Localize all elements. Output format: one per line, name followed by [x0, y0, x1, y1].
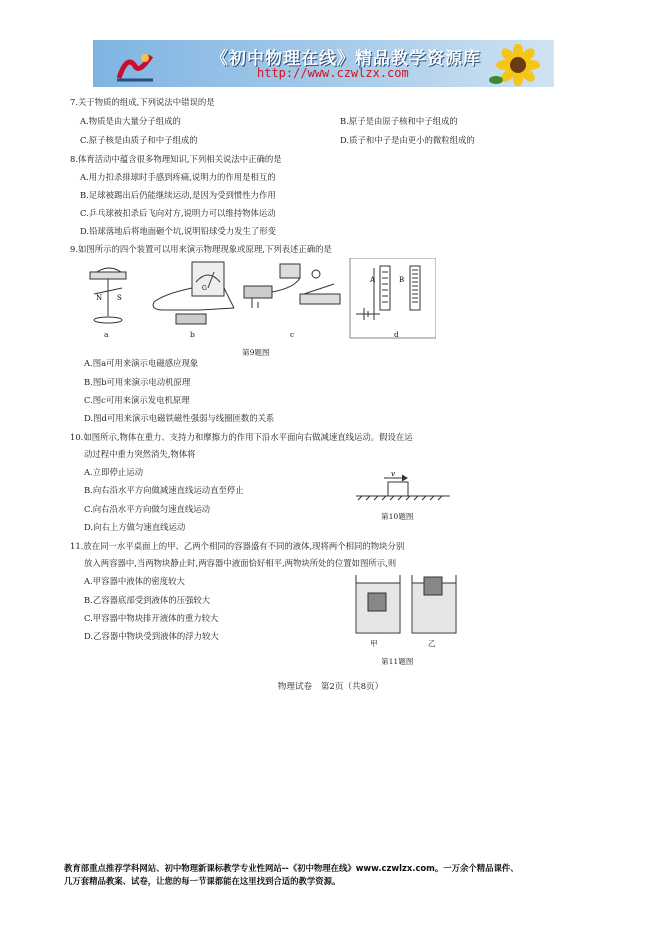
- header-banner: [93, 40, 554, 87]
- q10-option-a: A.立即停止运动: [84, 467, 143, 477]
- q7-stem: 7.关于物质的组成,下列说法中错误的是: [70, 97, 215, 107]
- q9-fig-d-a: A: [370, 276, 376, 284]
- q8-stem: 8.体育活动中蕴含很多物理知识,下列相关说法中正确的是: [70, 154, 282, 164]
- q9-fig-d-b: B: [399, 276, 405, 284]
- q9-option-b: B.图b可用来演示电动机原理: [84, 377, 191, 387]
- q7-option-a: A.物质是由大量分子组成的: [80, 116, 181, 126]
- q9-fig-label-d: d: [394, 330, 399, 339]
- q9-fig-a-n: N: [96, 294, 103, 302]
- q11-option-c: C.甲容器中物块排开液体的重力较大: [84, 613, 219, 623]
- q8-option-c: C.乒乓球被扣杀后飞向对方,说明力可以维持物体运动: [80, 208, 276, 218]
- q10-option-d: D.向右上方做匀速直线运动: [84, 522, 186, 532]
- q9-fig-label-b: b: [190, 330, 195, 339]
- q11-figure: [352, 573, 462, 635]
- q10-caption: 第10题图: [381, 512, 414, 521]
- q10-figure: [354, 468, 454, 508]
- q10-stem-line2: 动过程中重力突然消失,物体将: [84, 449, 196, 459]
- q10-stem-line1: 10.如图所示,物体在重力、支持力和摩擦力的作用下沿水平面向右做减速直线运动。假设在运: [70, 432, 413, 442]
- q9-fig-b: [153, 262, 234, 324]
- bottom-note-line2: 几万套精品教案、试卷，让您的每一节课都能在这里找到合适的教学资源。: [64, 876, 341, 887]
- bottom-note: [64, 862, 624, 888]
- q11-option-d: D.乙容器中物块受到液体的浮力较大: [84, 631, 219, 641]
- q9-fig-label-a: a: [104, 330, 109, 339]
- q9-fig-b-g: G: [202, 285, 207, 292]
- q9-fig-c: [244, 264, 340, 308]
- site-logo-icon: [115, 48, 155, 82]
- q9-stem: 9.如图所示的四个装置可以用来演示物理现象或原理,下列表述正确的是: [70, 244, 332, 254]
- q11-label-jia: 甲: [370, 639, 378, 648]
- page-footer: 物理试卷 第2页（共8页）: [277, 682, 384, 692]
- q10-velocity-label: v: [391, 470, 395, 478]
- q9-option-a: A.图a可用来演示电磁感应现象: [84, 358, 199, 368]
- q9-figure: [84, 258, 436, 340]
- q8-option-d: D.铅球落地后将地面砸个坑,说明铅球受力发生了形变: [80, 226, 276, 236]
- q9-fig-label-c: c: [290, 330, 295, 339]
- banner-title: 《初中物理在线》精品教学资源库: [211, 49, 481, 69]
- q11-label-yi: 乙: [428, 639, 436, 648]
- q9-caption: 第9题图: [242, 348, 270, 357]
- q11-option-a: A.甲容器中液体的密度较大: [84, 576, 185, 586]
- q8-option-a: A.用力扣杀排球时手感到疼痛,说明力的作用是相互的: [80, 172, 276, 182]
- q9-option-d: D.图d可用来演示电磁铁磁性强弱与线圈匝数的关系: [84, 413, 275, 423]
- q10-option-c: C.向右沿水平方向做匀速直线运动: [84, 504, 211, 514]
- q7-option-c: C.原子核是由质子和中子组成的: [80, 135, 198, 145]
- sunflower-icon: [488, 44, 548, 86]
- banner-url[interactable]: http://www.czwlzx.com: [257, 66, 409, 80]
- q9-fig-a-s: S: [117, 294, 122, 302]
- q7-option-b: B.原子是由原子核和中子组成的: [340, 116, 458, 126]
- q11-stem-line2: 放入两容器中,当两物块静止时,两容器中液面恰好相平,两物块所处的位置如图所示,则: [84, 558, 397, 568]
- q11-stem-line1: 11.放在同一水平桌面上的甲、乙两个相同的容器盛有不同的液体,现将两个相同的物块分别: [70, 541, 405, 551]
- q8-option-b: B.足球被踢出后仍能继续运动,是因为受到惯性力作用: [80, 190, 276, 200]
- bottom-note-line1: 教育部重点推荐学科网站、初中物理新课标教学专业性网站--《初中物理在线》www.czwlzx.com。一万余个精品课件、: [64, 863, 519, 873]
- q9-option-c: C.图c可用来演示发电机原理: [84, 395, 190, 405]
- q11-option-b: B.乙容器底部受到液体的压强较大: [84, 595, 211, 605]
- q7-option-d: D.质子和中子是由更小的微粒组成的: [340, 135, 475, 145]
- q10-option-b: B.向右沿水平方向做减速直线运动直至停止: [84, 485, 244, 495]
- q9-fig-d: [350, 258, 436, 338]
- q11-caption: 第11题图: [381, 657, 414, 666]
